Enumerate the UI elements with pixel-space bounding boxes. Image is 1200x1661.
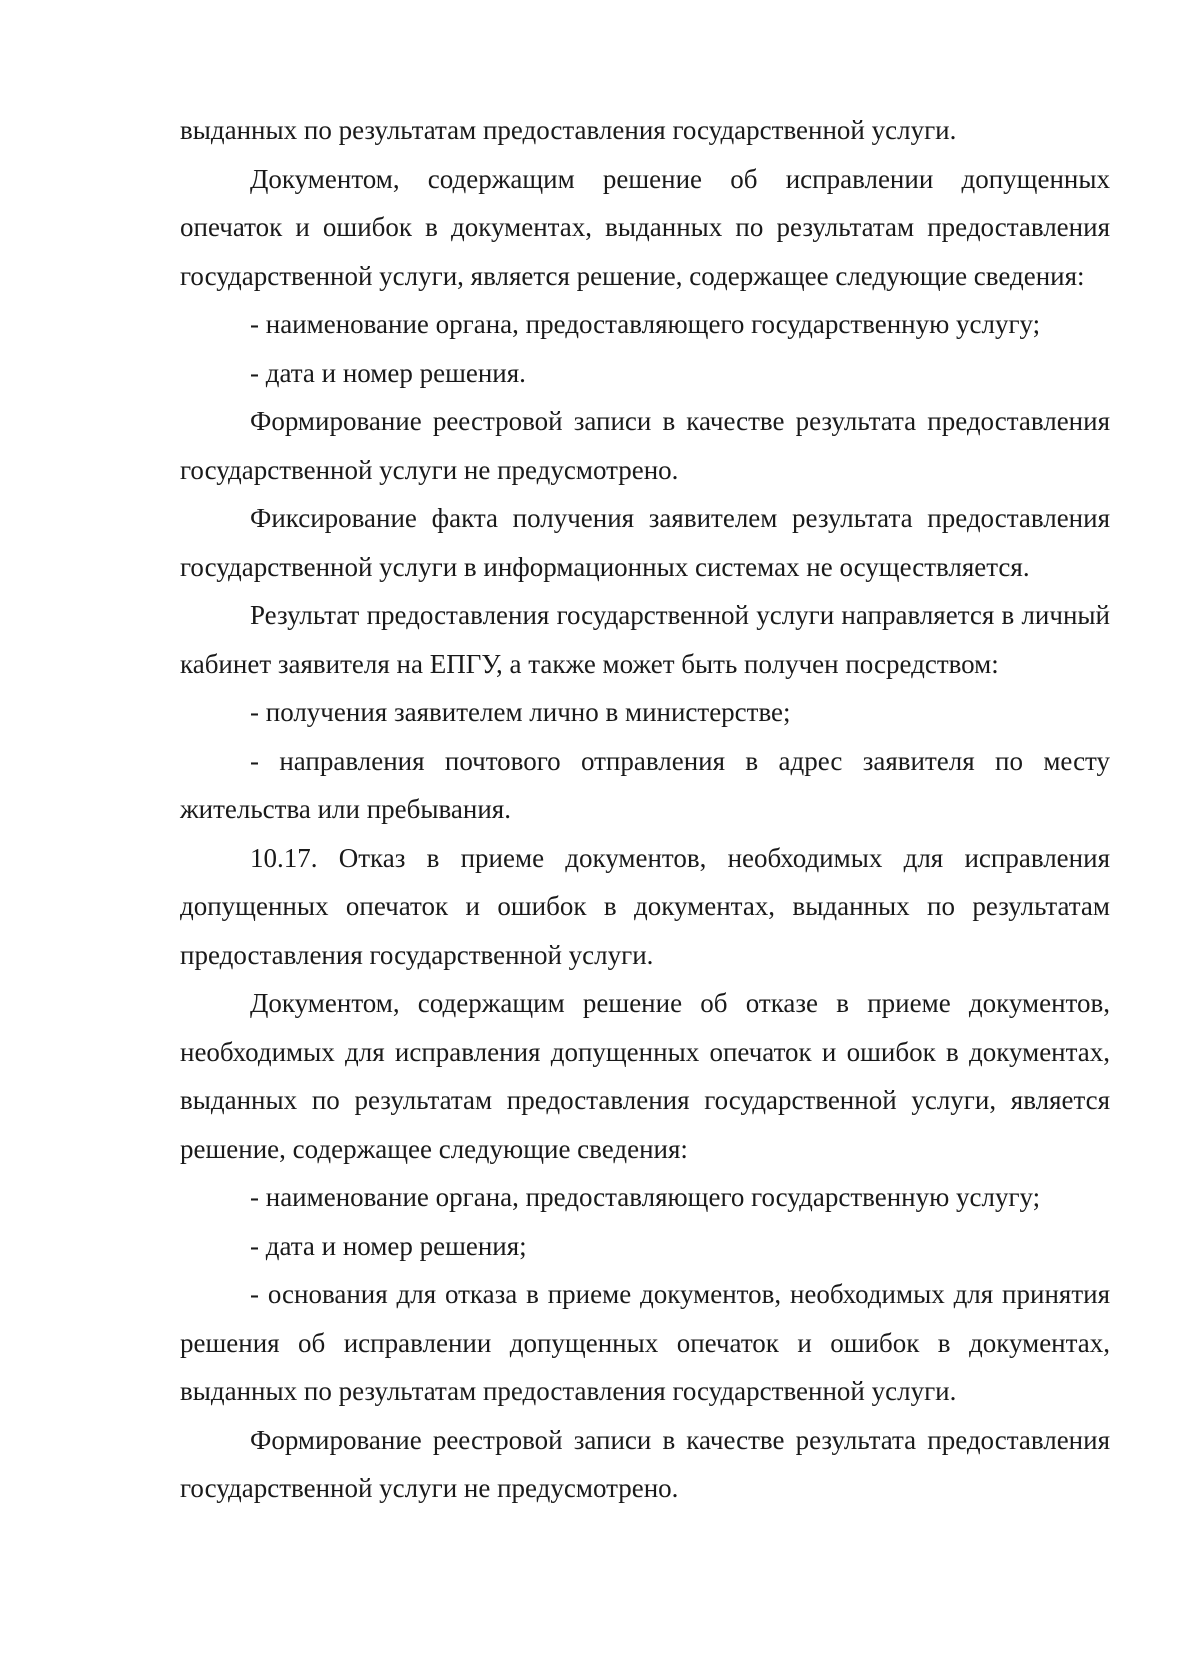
list-item-in-person: - получения заявителем лично в министерстве; (250, 697, 791, 727)
paragraph-section-10-17: 10.17. Отказ в приеме документов, необходимых для исправления допущенных опечаток и ошибок в документах, выданных по результатам предоставления государственной услуги. (180, 842, 1110, 970)
paragraph-registry-record: Формирование реестровой записи в качестве результата предоставления государственной услуги не предусмотрено. (180, 406, 1110, 485)
paragraph-result-fixation: Фиксирование факта получения заявителем результата предоставления государственной услуги в информационных системах не осуществляется. (180, 503, 1110, 582)
list-item-decision-date-number: - дата и номер решения. (250, 357, 526, 388)
list-item-postal: - направления почтового отправления в адрес заявителя по месту жительства или пребывания. (180, 745, 1110, 824)
list-item-authority-name-2: - наименование органа, предоставляющего государственную услугу; (250, 1182, 1041, 1212)
paragraph-refusal-decision-content: Документом, содержащим решение об отказе в приеме документов, необходимых для исправления допущенных опечаток и ошибок в документах, выданных по результатам предоставления государственной услуги, является решение, содержащее следующие сведения: (180, 988, 1110, 1164)
paragraph-continuation: выданных по результатам предоставления государственной услуги. (180, 115, 957, 145)
list-item-decision-date-number-2: - дата и номер решения; (250, 1230, 527, 1261)
paragraph-result-delivery: Результат предоставления государственной услуги направляется в личный кабинет заявителя на ЕПГУ, а также может быть получен посредством: (180, 600, 1110, 679)
paragraph-registry-record-2: Формирование реестровой записи в качестве результата предоставления государственной услуги не предусмотрено. (180, 1424, 1110, 1503)
list-item-refusal-grounds: - основания для отказа в приеме документов, необходимых для принятия решения об исправлении допущенных опечаток и ошибок в документах, выданных по результатам предоставления государственной услуги. (180, 1279, 1110, 1406)
paragraph-decision-content: Документом, содержащим решение об исправлении допущенных опечаток и ошибок в документах, выданных по результатам предоставления государственной услуги, является решение, содержащее следующие сведения: (180, 163, 1110, 291)
document-body (180, 106, 1110, 1513)
list-item-authority-name: - наименование органа, предоставляющего государственную услугу; (250, 309, 1041, 339)
